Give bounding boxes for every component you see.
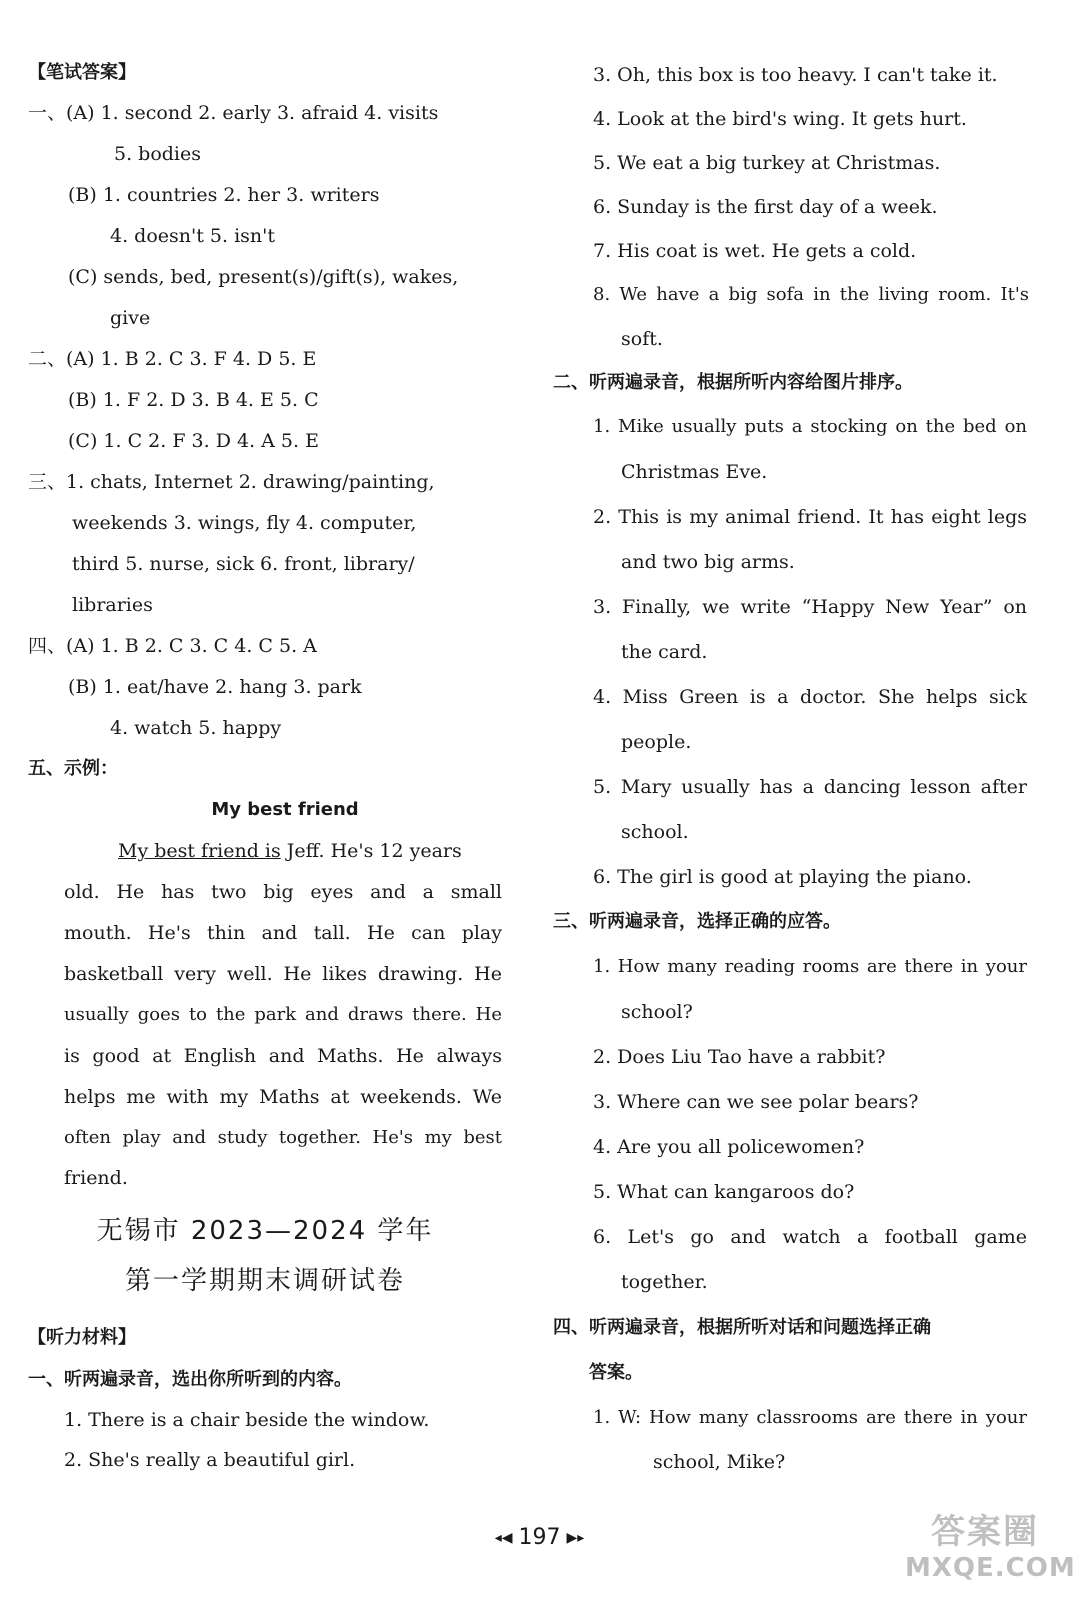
essay-line: usually goes to the park and draws there. He — [64, 1004, 502, 1025]
answer-line: 4. doesn't 5. isn't — [110, 225, 275, 247]
listening-item: Christmas Eve. — [621, 461, 768, 483]
listening-item: 3. Oh, this box is too heavy. I can't take it. — [593, 64, 998, 86]
listening-item: 6. Let's go and watch a football game — [593, 1226, 1027, 1248]
prev-arrows-icon: ◂◀ — [494, 1530, 513, 1546]
listening-item: 4. Miss Green is a doctor. She helps sick — [593, 686, 1027, 708]
listening-item: the card. — [621, 641, 708, 663]
essay-line: helps me with my Maths at weekends. We — [64, 1086, 502, 1108]
listening-item: together. — [621, 1271, 708, 1293]
listening-item: 2. She's really a beautiful girl. — [64, 1449, 356, 1471]
listening-item: 4. Look at the bird's wing. It gets hurt. — [593, 108, 967, 130]
listening-section-one-header: 一、听两遍录音，选出你所听到的内容。 — [28, 1369, 352, 1390]
listening-item: 2. This is my animal friend. It has eight legs — [593, 506, 1027, 528]
listening-item: 4. Are you all policewomen? — [593, 1136, 865, 1158]
listening-item: soft. — [621, 328, 663, 350]
watermark-url: MXQE.COM — [905, 1553, 1076, 1583]
listening-item: school, Mike? — [653, 1451, 786, 1473]
essay-line-rest: Jeff. He's 12 years — [280, 840, 462, 862]
answer-line: 一、(A) 1. second 2. early 3. afraid 4. visits — [28, 102, 439, 124]
answer-line: give — [110, 307, 151, 329]
essay-title: My best friend — [211, 799, 359, 820]
listening-item: 5. What can kangaroos do? — [593, 1181, 855, 1203]
answer-line: third 5. nurse, sick 6. front, library/ — [72, 553, 415, 575]
section-three-header: 三、听两遍录音，选择正确的应答。 — [553, 911, 841, 932]
answer-line: (C) 1. C 2. F 3. D 4. A 5. E — [68, 430, 319, 452]
listening-item: 5. Mary usually has a dancing lesson after — [593, 776, 1027, 798]
section-five-label: 五、示例： — [28, 758, 118, 779]
answer-line: 5. bodies — [114, 143, 202, 165]
page-number: 197 — [518, 1525, 561, 1550]
listening-item: 1. Mike usually puts a stocking on the bed on — [593, 416, 1027, 437]
answer-line: (C) sends, bed, present(s)/gift(s), wakes, — [68, 266, 459, 288]
answer-line: weekends 3. wings, fly 4. computer, — [72, 512, 417, 534]
listening-item: 3. Finally, we write “Happy New Year” on — [593, 596, 1027, 618]
answer-line: 二、(A) 1. B 2. C 3. F 4. D 5. E — [28, 348, 317, 370]
watermark-logo — [905, 1512, 1076, 1592]
answer-line: (B) 1. eat/have 2. hang 3. park — [68, 676, 362, 698]
answer-line: (B) 1. F 2. D 3. B 4. E 5. C — [68, 389, 319, 411]
listening-item: and two big arms. — [621, 551, 795, 573]
listening-item: 1. W: How many classrooms are there in your — [593, 1407, 1027, 1428]
essay-line: is good at English and Maths. He always — [64, 1045, 502, 1067]
listening-item: 5. We eat a big turkey at Christmas. — [593, 152, 941, 174]
listening-item: 6. The girl is good at playing the piano. — [593, 866, 972, 888]
essay-line: friend. — [64, 1167, 128, 1189]
answer-line: libraries — [72, 594, 153, 616]
essay-line: mouth. He's thin and tall. He can play — [64, 922, 502, 944]
answer-line: 三、1. chats, Internet 2. drawing/painting, — [28, 471, 435, 493]
essay-line: old. He has two big eyes and a small — [64, 881, 502, 903]
listening-item: school. — [621, 821, 689, 843]
answer-line: 四、(A) 1. B 2. C 3. C 4. C 5. A — [28, 635, 317, 657]
listening-item: 2. Does Liu Tao have a rabbit? — [593, 1046, 886, 1068]
listening-item: school? — [621, 1001, 693, 1023]
listening-item: people. — [621, 731, 692, 753]
section-four-header-cont: 答案。 — [589, 1362, 643, 1383]
listening-item: 6. Sunday is the first day of a week. — [593, 196, 938, 218]
essay-underlined-start: My best friend is — [118, 840, 281, 862]
listening-material-header: 【听力材料】 — [28, 1327, 136, 1348]
answer-line: 4. watch 5. happy — [110, 717, 282, 739]
written-answers-header: 【笔试答案】 — [28, 62, 136, 83]
exam-title-line-1: 无锡市 2023—2024 学年 — [96, 1216, 434, 1246]
listening-item: 1. How many reading rooms are there in your — [593, 956, 1027, 977]
listening-item: 1. There is a chair beside the window. — [64, 1409, 430, 1431]
essay-line — [118, 838, 503, 864]
listening-item: 8. We have a big sofa in the living room. It's — [593, 284, 1029, 305]
watermark-text: 答案圈 — [931, 1512, 1039, 1552]
section-four-header: 四、听两遍录音，根据所听对话和问题选择正确 — [553, 1317, 931, 1338]
listening-item: 3. Where can we see polar bears? — [593, 1091, 919, 1113]
section-two-header: 二、听两遍录音，根据所听内容给图片排序。 — [553, 372, 913, 393]
answer-line: (B) 1. countries 2. her 3. writers — [68, 184, 380, 206]
essay-line: often play and study together. He's my best — [64, 1127, 502, 1148]
listening-item: 7. His coat is wet. He gets a cold. — [593, 240, 917, 262]
exam-title-line-2: 第一学期期末调研试卷 — [124, 1266, 405, 1296]
next-arrows-icon: ▶▸ — [566, 1530, 585, 1546]
essay-line: basketball very well. He likes drawing. He — [64, 963, 502, 985]
